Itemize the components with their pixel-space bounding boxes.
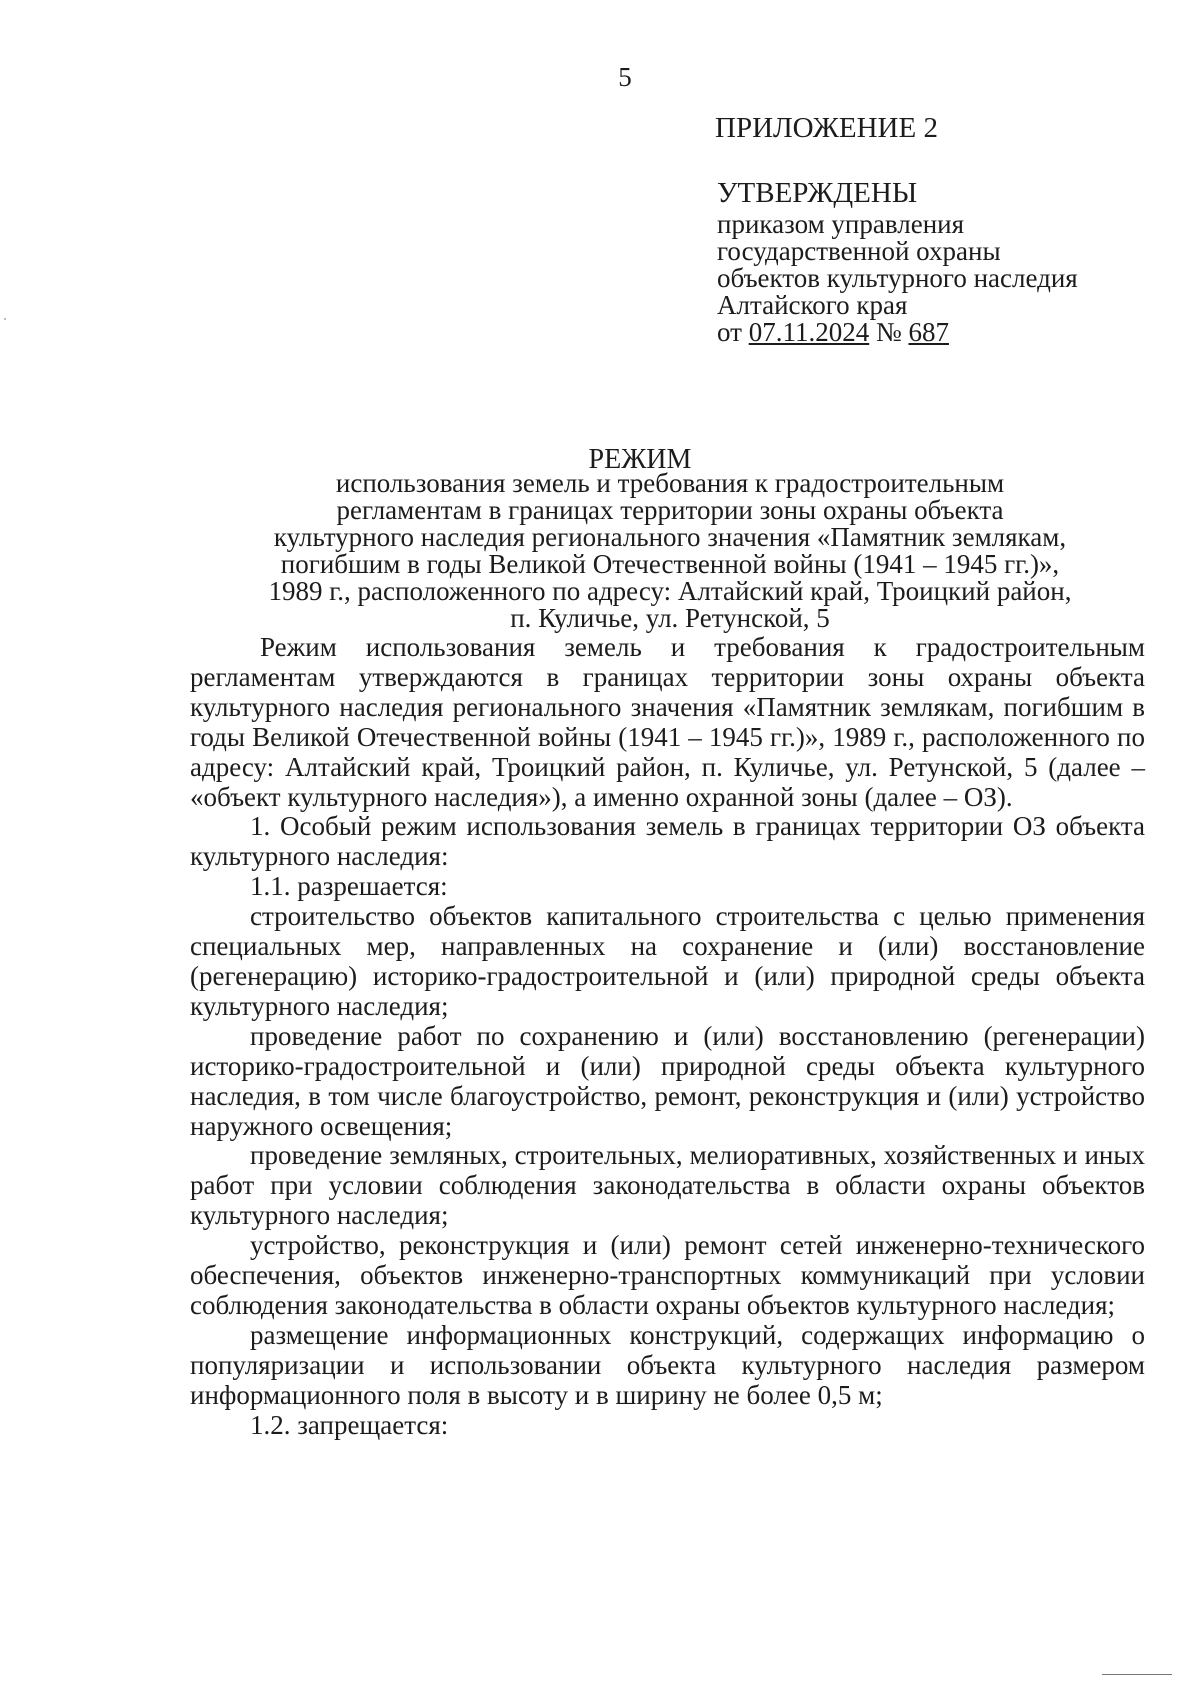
paragraph-1-2-prohibited: 1.2. запрещается: (250, 1409, 449, 1440)
page-number: 5 (618, 62, 632, 92)
approval-number: 687 (908, 317, 949, 347)
subtitle-line: 1989 г., расположенного по адресу: Алтайский край, Троицкий район, (268, 576, 1072, 606)
subtitle-line: погибшим в годы Великой Отечественной войны (1941 – 1945 гг.)», (280, 549, 1060, 579)
subtitle-line: использования земель и требования к градостроительным (335, 468, 1005, 498)
approval-line: государственной охраны (717, 236, 1001, 266)
paragraph-allowed-item: проведение земляных, строительных, мелиоративных, хозяйственных и иных работ при условии соблюдения законодательства в области охраны объектов культурного наследия; (190, 1140, 1145, 1231)
approval-date-line (717, 319, 1078, 346)
appendix-label: ПРИЛОЖЕНИЕ 2 (715, 112, 938, 144)
subtitle-line: п. Куличье, ул. Ретунской, 5 (510, 603, 830, 633)
approval-date: 07.11.2024 (748, 317, 870, 347)
approval-line: объектов культурного наследия (717, 263, 1078, 293)
paragraph-allowed-item: размещение информационных конструкций, содержащих информацию о популяризации и использовании объекта культурного наследия размером информационного поля в высоту и в ширину не более 0,5 м; (190, 1319, 1145, 1410)
date-prefix: от (717, 317, 749, 347)
paragraph-allowed-item: устройство, реконструкция и (или) ремонт сетей инженерно-технического обеспечения, объектов инженерно-транспортных коммуникаций при условии соблюдения законодательства в области охраны объектов культурного наследия; (190, 1230, 1145, 1320)
scan-line (1102, 1674, 1172, 1675)
paragraph-allowed-item: проведение работ по сохранению и (или) восстановлению (регенерации) историко-градостроительной и (или) природной среды объекта культурного наследия, в том числе благоустройство, ремонт, реконструкция и (или) устройство наружного освещения; (190, 1020, 1145, 1141)
body-text (190, 633, 1145, 1440)
approval-title: УТВЕРЖДЕНЫ (717, 177, 918, 209)
document-subtitle (230, 470, 1110, 632)
approval-line: Алтайского края (717, 290, 908, 320)
number-prefix: № (869, 317, 909, 347)
subtitle-line: культурного наследия регионального значения «Памятник землякам, (273, 522, 1067, 552)
approval-line: приказом управления (717, 209, 965, 239)
paragraph-allowed-item: строительство объектов капитального строительства с целью применения специальных мер, направленных на сохранение и (или) восстановление (регенерацию) историко-градостроительной и (или) природной среды объекта культурного наследия; (190, 901, 1145, 1021)
approval-block (717, 177, 1078, 347)
scan-mark (4, 318, 6, 320)
paragraph-intro: Режим использования земель и требования к градостроительным регламентам утверждаются в границах территории зоны охраны объекта культурного наследия регионального значения «Памятник землякам, погибшим в годы Великой Отечественной войны (1941 – 1945 гг.)», 1989 г., расположенного по адресу: Алтайский край, Троицкий район, п. Куличье, ул. Ретунской, 5 (далее – «объект культурного наследия»), а именно охранной зоны (далее – ОЗ). (190, 632, 1145, 812)
paragraph-section-1: 1. Особый режим использования земель в границах территории ОЗ объекта культурного наследия: (190, 811, 1145, 872)
paragraph-1-1-allowed: 1.1. разрешается: (250, 871, 448, 902)
subtitle-line: регламентам в границах территории зоны охраны объекта (336, 495, 1004, 525)
document-title: РЕЖИМ (588, 444, 692, 475)
